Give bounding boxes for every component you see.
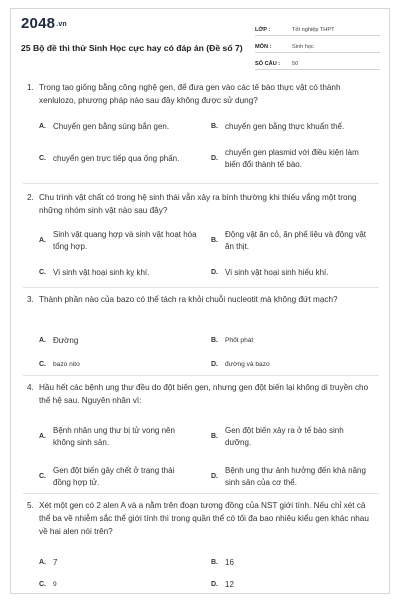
question-divider <box>23 375 379 376</box>
question-number: 1. <box>27 83 34 92</box>
option-letter: C. <box>39 361 46 368</box>
option-letter: C. <box>39 155 46 162</box>
option-text: Vi sinh vật hoại sinh hiếu khí. <box>225 268 329 277</box>
option-letter: A. <box>39 433 46 440</box>
meta-row-class <box>255 21 380 36</box>
question-text: Thành phần nào của bazo có thể tách ra khỏi chuỗi nucleotit mà không đứt mạch? <box>39 295 338 304</box>
logo-suffix-text: .vn <box>56 21 67 28</box>
option-letter: B. <box>211 337 218 344</box>
option-text: Bệnh nhân ung thư bị tử vong nên không sinh sản. <box>53 426 175 447</box>
option-text: 16 <box>225 558 234 567</box>
question-text: Hầu hết các bệnh ung thư đều do đột biến gen, nhưng gen đột biến lại không di truyền cho thế hệ sau. Nguyên nhân vì: <box>39 383 369 405</box>
option-text: chuyển gen bằng thực khuẩn thể. <box>225 122 345 131</box>
question-text: Trong tạo giống bằng công nghệ gen, để đưa gen vào các tế bào thực vật có thành xenlulozo, phương pháp nào sau đây không được sử dụng? <box>39 83 341 105</box>
option-d[interactable] <box>211 465 375 489</box>
option-letter: A. <box>39 123 46 130</box>
option-c[interactable] <box>39 267 193 279</box>
option-text: 12 <box>225 580 234 589</box>
option-text: Chuyển gen bằng súng bắn gen. <box>53 122 170 131</box>
exam-title: 25 Bộ đề thi thử Sinh Học cực hay có đáp án (Đề số 7) <box>21 43 243 53</box>
option-letter: D. <box>211 155 218 162</box>
option-letter: A. <box>39 559 46 566</box>
option-letter: B. <box>211 559 218 566</box>
option-letter: B. <box>211 237 218 244</box>
option-text: Động vật ăn cỏ, ăn phế liệu và động vật ăn thịt. <box>225 230 366 251</box>
exam-header <box>11 9 389 69</box>
option-letter: D. <box>211 269 218 276</box>
meta-value: Sinh học <box>292 44 314 50</box>
option-text: 9 <box>53 581 57 588</box>
option-c[interactable] <box>39 579 193 591</box>
option-letter: C. <box>39 581 46 588</box>
option-text: bazo nito <box>53 361 80 368</box>
question-number: 4. <box>27 383 34 392</box>
option-letter: B. <box>211 123 218 130</box>
option-letter: C. <box>39 473 46 480</box>
meta-row-subject <box>255 38 380 53</box>
meta-row-question-count <box>255 55 380 70</box>
meta-label: SỐ CÂU : <box>255 61 281 67</box>
meta-value: Tốt nghiệp THPT <box>292 27 335 33</box>
option-d[interactable] <box>211 579 365 591</box>
option-a[interactable] <box>39 335 193 347</box>
meta-label: LỚP : <box>255 27 271 33</box>
question-text: Xét một gen có 2 alen A và a nằm trên đoạn tương đồng của NST giới tính. Nếu chỉ xét cả thể ba về nhiễm sắc thể giới tính thì trong quần thể có tối đa bao nhiêu kiểu gen khác nhau về hai alen nói trên? <box>39 501 369 536</box>
option-d[interactable] <box>211 267 375 279</box>
option-c[interactable] <box>39 359 193 371</box>
option-letter: D. <box>211 581 218 588</box>
question-number: 5. <box>27 501 34 510</box>
option-text: Phốt phát <box>225 337 254 344</box>
option-text: 7 <box>53 558 58 567</box>
option-a[interactable] <box>39 229 203 253</box>
option-letter: A. <box>39 237 46 244</box>
option-c[interactable] <box>39 465 193 489</box>
option-text: Đường <box>53 336 79 345</box>
question-divider <box>23 493 379 494</box>
option-text: Bệnh ung thư ảnh hưởng đến khả năng sinh sản của cơ thể. <box>225 466 366 487</box>
option-b[interactable] <box>211 335 365 347</box>
option-b[interactable] <box>211 425 370 449</box>
question-divider <box>23 183 379 184</box>
option-letter: B. <box>211 433 218 440</box>
option-d[interactable] <box>211 147 367 171</box>
option-c[interactable] <box>39 153 193 165</box>
option-a[interactable] <box>39 425 193 449</box>
option-a[interactable] <box>39 121 193 133</box>
meta-label: MÔN : <box>255 44 272 50</box>
question-text: Chu trình vật chất có trong hệ sinh thái vẫn xảy ra bình thường khi thiếu vắng một trong những nhóm sinh vật nào sau đây? <box>39 193 357 215</box>
question-number: 2. <box>27 193 34 202</box>
exam-meta <box>255 21 380 72</box>
question-number: 3. <box>27 295 34 304</box>
option-text: Gen đột biến xảy ra ở tế bào sinh dưỡng. <box>225 426 344 447</box>
option-b[interactable] <box>211 557 365 569</box>
option-a[interactable] <box>39 557 193 569</box>
option-b[interactable] <box>211 229 375 253</box>
option-letter: D. <box>211 473 218 480</box>
option-b[interactable] <box>211 121 385 133</box>
option-d[interactable] <box>211 359 365 371</box>
exam-sheet <box>10 8 390 594</box>
option-letter: A. <box>39 337 46 344</box>
option-text: đường và bazo <box>225 361 270 368</box>
option-letter: C. <box>39 269 46 276</box>
option-text: chuyển gen plasmid với điều kiện làm biến đổi thành tế bào. <box>225 148 359 169</box>
option-text: Sinh vật quang hợp và sinh vật hoạt hóa tổng hợp. <box>53 230 197 251</box>
site-logo[interactable] <box>21 15 67 32</box>
question-divider <box>23 287 379 288</box>
option-letter: D. <box>211 361 218 368</box>
option-text: chuyển gen trực tiếp qua ống phấn. <box>53 154 180 163</box>
logo-main-text: 2048 <box>21 15 56 32</box>
meta-value: 50 <box>292 61 299 67</box>
option-text: Vi sinh vật hoại sinh kỵ khí. <box>53 268 150 277</box>
option-text: Gen đột biến gây chết ở trạng thái đồng hợp tử. <box>53 466 175 487</box>
